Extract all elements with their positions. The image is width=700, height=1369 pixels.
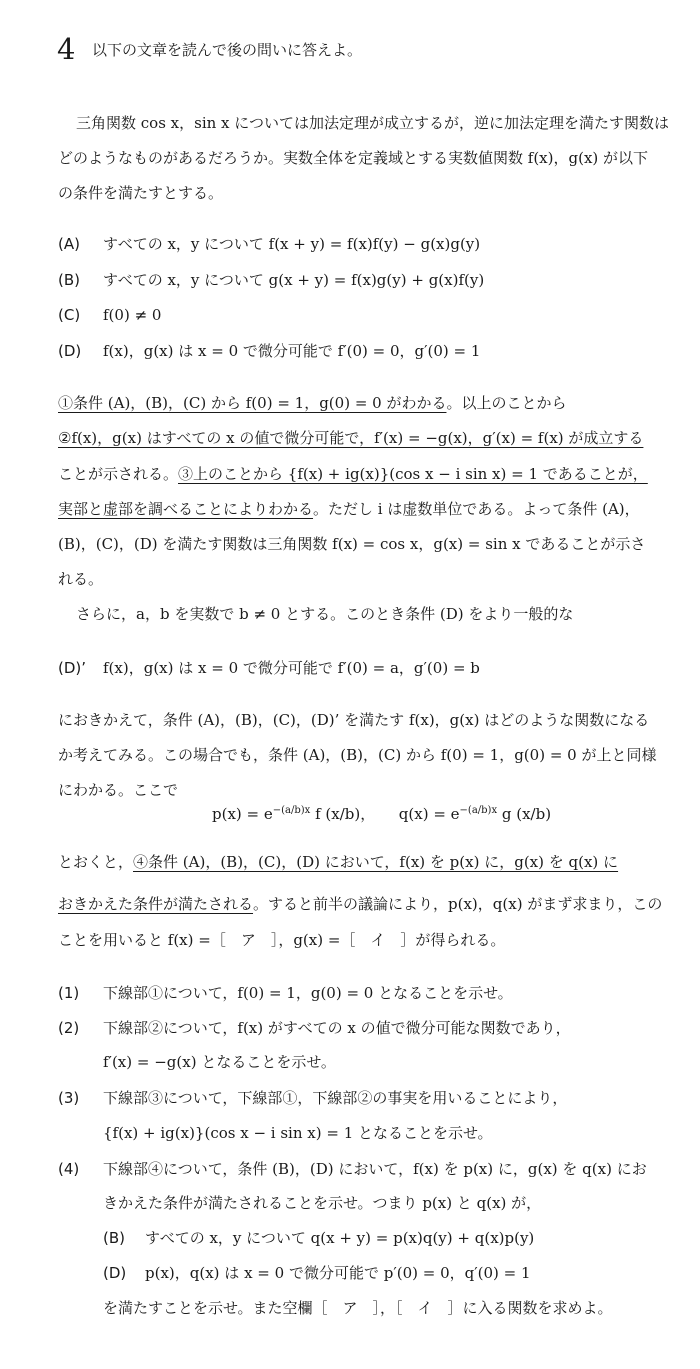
q4-sub-b-text: すべての x，y について q(x + y) = p(x)q(y) + q(x)p(y) xyxy=(145,1229,535,1247)
question-4-closing: を満たすことを示せ。また空欄［ ア ］，［ イ ］に入る関数を求めよ。 xyxy=(103,1299,613,1317)
underline-4a: ④条件 (A)，(B)，(C)，(D) において，f(x) を p(x) に，g(x) を q(x) に xyxy=(133,853,619,871)
condition-b-label: (B) xyxy=(58,271,80,289)
q4-sub-d-label: (D) xyxy=(103,1264,127,1282)
formula-q-exponent: −(a/b)x xyxy=(459,805,498,816)
para2-line-1 xyxy=(58,393,566,413)
underline-1: ①条件 (A)，(B)，(C) から f(0) = 1，g(0) = 0 がわかる xyxy=(58,394,447,412)
formula-p: p(x) = e xyxy=(212,805,273,823)
para2-line-5: (B)，(C)，(D) を満たす関数は三角関数 f(x) = cos x，g(x) = sin x であることが示さ xyxy=(58,535,646,553)
para2-line-3 xyxy=(58,464,648,484)
condition-a-text: すべての x，y について f(x + y) = f(x)f(y) − g(x)g(y) xyxy=(103,235,481,253)
para4-line-1: におきかえて，条件 (A)，(B)，(C)，(D)’ を満たす f(x)，g(x) はどのような関数になる xyxy=(58,711,650,729)
para3: さらに，a，b を実数で b ≠ 0 とする。このとき条件 (D) をより一般的な xyxy=(76,605,574,623)
para2-line-4-rest: 。ただし i は虚数単位である。よって条件 (A)， xyxy=(313,500,640,518)
question-3-line-1: 下線部③について，下線部①，下線部②の事実を用いることにより， xyxy=(103,1089,568,1107)
para2-line-2 xyxy=(58,428,643,448)
formula-p-exponent: −(a/b)x xyxy=(272,805,311,816)
para5-line-2 xyxy=(58,894,662,914)
para2-line-1-rest: 。以上のことから xyxy=(446,394,567,412)
question-4-line-2: きかえた条件が満たされることを示せ。つまり p(x) と q(x) が， xyxy=(103,1194,542,1212)
problem-number: 4 xyxy=(57,32,76,66)
question-3-label: (3) xyxy=(58,1089,80,1107)
q4-sub-d-text: p(x)，q(x) は x = 0 で微分可能で p′(0) = 0，q′(0) = 1 xyxy=(145,1264,531,1282)
para5-line-1 xyxy=(58,852,618,872)
para4-line-2: か考えてみる。この場合でも，条件 (A)，(B)，(C) から f(0) = 1，g(0) = 0 が上と同様 xyxy=(58,746,657,764)
condition-c-text: f(0) ≠ 0 xyxy=(103,306,162,324)
para5-line-1-plain: とおくと， xyxy=(58,853,134,871)
condition-d-label: (D) xyxy=(58,342,82,360)
para2-line-6: れる。 xyxy=(58,570,104,588)
question-3-line-2: {f(x) + ig(x)}(cos x − i sin x) = 1 となることを示せ。 xyxy=(103,1124,493,1142)
para5-line-3: ことを用いると f(x) =［ ア ］，g(x) =［ イ ］が得られる。 xyxy=(58,931,506,949)
condition-dprime-text: f(x)，g(x) は x = 0 で微分可能で f′(0) = a，g′(0) = b xyxy=(103,659,480,677)
formula-q-tail: g (x/b) xyxy=(497,805,552,823)
problem-instruction: 以下の文章を読んで後の問いに答えよ。 xyxy=(92,41,363,59)
question-4-label: (4) xyxy=(58,1160,80,1178)
formula-p-tail: f (x/b)， xyxy=(310,805,376,823)
condition-b-text: すべての x，y について g(x + y) = f(x)g(y) + g(x)f(y) xyxy=(103,271,485,289)
q4-sub-b-label: (B) xyxy=(103,1229,125,1247)
question-1-label: (1) xyxy=(58,984,80,1002)
question-2-line-1: 下線部②について，f(x) がすべての x の値で微分可能な関数であり， xyxy=(103,1019,571,1037)
condition-a-label: (A) xyxy=(58,235,80,253)
para2-line-3-plain: ことが示される。 xyxy=(58,465,179,483)
question-1-line-1: 下線部①について，f(0) = 1，g(0) = 0 となることを示せ。 xyxy=(103,984,513,1002)
question-4-line-1: 下線部④について，条件 (B)，(D) において，f(x) を p(x) に，g(x) を q(x) にお xyxy=(103,1160,647,1178)
condition-dprime-label: (D)’ xyxy=(58,659,87,677)
para5-line-2-rest: 。すると前半の議論により，p(x)，q(x) がまず求まり，この xyxy=(253,895,663,913)
underline-3a: ③上のことから {f(x) + ig(x)}(cos x − i sin x) = 1 であることが， xyxy=(178,465,648,483)
underline-4b: おきかえた条件が満たされる xyxy=(58,895,254,913)
underline-2: ②f(x)，g(x) はすべての x の値で微分可能で，f′(x) = −g(x)，g′(x) = f(x) が成立する xyxy=(58,429,644,447)
question-2-line-2: f′(x) = −g(x) となることを示せ。 xyxy=(103,1053,336,1071)
formula-q: q(x) = e xyxy=(398,805,460,823)
condition-d-text: f(x)，g(x) は x = 0 で微分可能で f′(0) = 0，g′(0) = 1 xyxy=(103,342,481,360)
question-2-label: (2) xyxy=(58,1019,80,1037)
intro-line-1: 三角関数 cos x，sin x については加法定理が成立するが，逆に加法定理を満たす関数は xyxy=(76,114,669,132)
para2-line-4 xyxy=(58,499,640,519)
formula-pq xyxy=(212,800,551,825)
para4-line-3: にわかる。ここで xyxy=(58,781,179,799)
underline-3b: 実部と虚部を調べることによりわかる xyxy=(58,500,314,518)
condition-c-label: (C) xyxy=(58,306,81,324)
intro-line-2: どのようなものがあるだろうか。実数全体を定義域とする実数値関数 f(x)，g(x) が以下 xyxy=(58,149,649,167)
intro-line-3: の条件を満たすとする。 xyxy=(58,184,224,202)
